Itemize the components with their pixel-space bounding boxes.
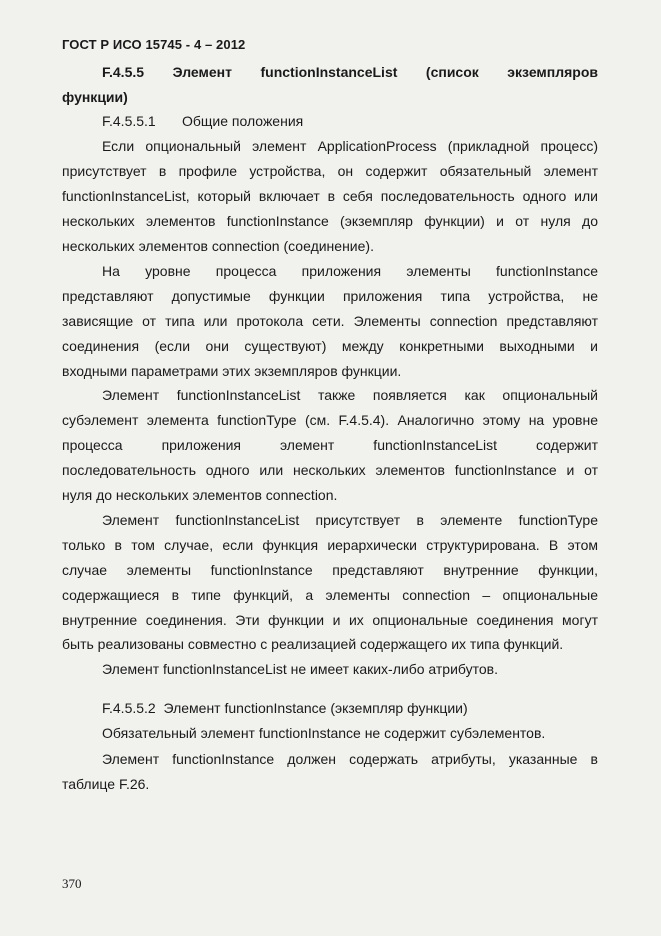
paragraph-line: На уровне процесса приложения элементы functionInstance — [102, 263, 598, 279]
section-heading-line-2: функции) — [62, 89, 128, 105]
paragraph-line: Элемент functionInstance должен содержать атрибуты, указанные в — [102, 751, 598, 767]
page-number: 370 — [62, 876, 82, 891]
subsection-title: Общие положения — [182, 113, 304, 129]
paragraph-line: Обязательный элемент functionInstance не содержит субэлементов. — [102, 725, 546, 741]
paragraph-line: содержащиеся в типе функций, а элементы connection – опциональные — [62, 587, 598, 603]
paragraph-line: присутствует в профиле устройства, он содержит обязательный элемент — [62, 163, 598, 179]
paragraph-line: Если опциональный элемент ApplicationProcess (прикладной процесс) — [102, 138, 598, 154]
paragraph-line: нуля до нескольких элементов connection. — [62, 487, 338, 503]
paragraph-line: случае элементы functionInstance представляют внутренние функции, — [62, 562, 598, 578]
paragraph-line: Элемент functionInstanceList также появляется как опциональный — [102, 387, 598, 403]
paragraph-line: быть реализованы совместно с реализацией содержащего их типа функций. — [62, 636, 564, 652]
paragraph-line: внутренние соединения. Эти функции и их опциональные соединения могут — [62, 612, 598, 628]
section-number: F.4.5.5 — [102, 64, 145, 80]
paragraph-line: соединения (если они существуют) между конкретными выходными и — [62, 338, 598, 354]
paragraph-line: Элемент functionInstanceList присутствует в элементе functionType — [102, 512, 598, 528]
paragraph-line: представляют допустимые функции приложения типа устройства, не — [62, 288, 598, 304]
paragraph-line: functionInstanceList, который включает в себя последовательность одного или — [62, 188, 598, 204]
paragraph-line: входными параметрами этих экземпляров функции. — [62, 363, 402, 379]
paragraph-line: зависящие от типа или протокола сети. Элементы connection представляют — [62, 313, 598, 329]
paragraph-line: нескольких элементов functionInstance (экземпляр функции) и от нуля до — [62, 213, 598, 229]
subsection-title: Элемент functionInstance (экземпляр функции) — [163, 700, 468, 716]
paragraph-line: нескольких элементов connection (соединение). — [62, 238, 374, 254]
subsection-number: F.4.5.5.1 — [102, 113, 156, 129]
subsection-number: F.4.5.5.2 — [102, 700, 156, 716]
section-title: Элемент functionInstanceList (список экземпляров — [172, 64, 599, 80]
section-heading-line-1 — [102, 62, 598, 82]
paragraph-line: последовательность одного или нескольких элементов functionInstance и от — [62, 462, 598, 478]
paragraph-line: Элемент functionInstanceList не имеет каких-либо атрибутов. — [102, 661, 498, 677]
paragraph-line: субэлемент элемента functionType (см. F.4.5.4). Аналогично этому на уровне — [62, 412, 598, 428]
document-header: ГОСТ Р ИСО 15745 - 4 – 2012 — [62, 37, 246, 52]
paragraph-line: таблице F.26. — [62, 776, 150, 792]
subsection-heading-1 — [102, 111, 303, 131]
paragraph-line: процесса приложения элемент functionInstanceList содержит — [62, 437, 598, 453]
paragraph-line: только в том случае, если функция иерархически структурирована. В этом — [62, 537, 598, 553]
subsection-heading-2 — [102, 698, 468, 718]
